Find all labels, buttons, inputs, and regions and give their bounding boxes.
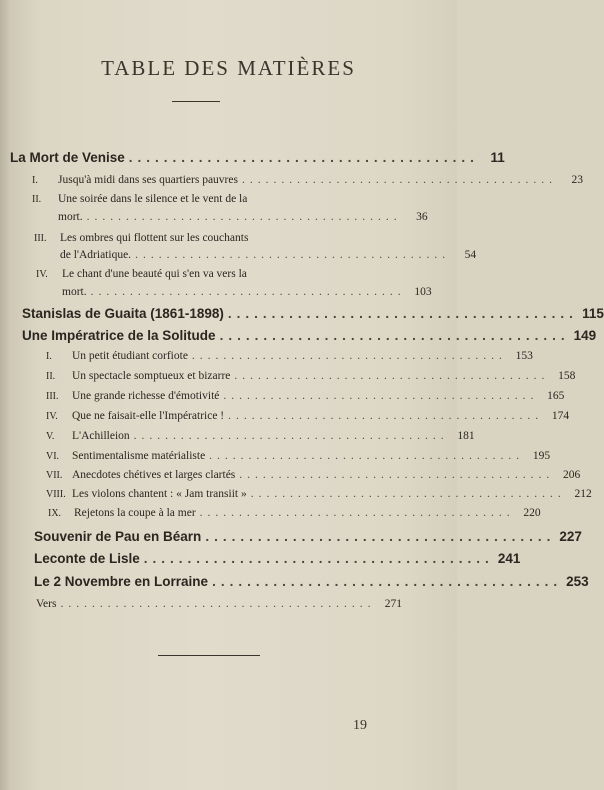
toc-entry <box>34 232 402 244</box>
toc-entry-page: 241 <box>497 551 521 566</box>
bottom-rule <box>158 655 260 656</box>
chapter-number: VII. <box>46 470 63 481</box>
chapter-number: III. <box>46 391 59 402</box>
leader-dots: ........................................ <box>90 286 406 298</box>
toc-entry <box>48 507 541 519</box>
chapter-number: V. <box>46 431 55 442</box>
toc-entry <box>46 410 570 422</box>
leader-dots: ........................................ <box>209 450 525 462</box>
toc-entry-page: 253 <box>566 574 589 589</box>
toc-entry <box>36 598 402 610</box>
toc-entry-title: Une soirée dans le silence et le vent de la <box>58 193 248 205</box>
toc-entry-page: 158 <box>558 370 576 382</box>
toc-entry-continuation <box>60 249 477 261</box>
chapter-number: IV. <box>36 269 48 280</box>
toc-entry <box>10 150 505 165</box>
leader-dots: ........................................ <box>234 370 550 382</box>
toc-entry-title-cont: mort. <box>62 286 87 298</box>
toc-entry-title: Une grande richesse d'émotivité <box>72 390 220 402</box>
leader-dots: ........................................ <box>212 574 563 589</box>
toc-entry-title: Jusqu'à midi dans ses quartiers pauvres <box>58 174 238 186</box>
chapter-number: VI. <box>46 451 60 462</box>
toc-entry-title: Vers <box>36 598 57 610</box>
toc-entry <box>22 306 604 321</box>
toc-entry-title: Anecdotes chétives et larges clartés <box>72 469 236 481</box>
toc-entry <box>46 390 565 402</box>
toc-entry-title-cont: mort. <box>58 211 83 223</box>
chapter-number: III. <box>34 233 47 244</box>
leader-dots: ........................................ <box>135 249 451 261</box>
chapter-number: VIII. <box>46 489 66 500</box>
toc-entry-page: 153 <box>515 350 533 362</box>
page-title: TABLE DES MATIÈRES <box>101 56 356 80</box>
toc-entry-title: Stanislas de Guaita (1861-1898) <box>22 306 224 321</box>
toc-entry <box>46 488 592 500</box>
toc-entry <box>46 370 576 382</box>
toc-entry-page: 165 <box>547 390 565 402</box>
title-rule <box>172 101 220 102</box>
toc-entry <box>46 430 475 442</box>
toc-entry-page: 36 <box>416 211 428 223</box>
toc-entry <box>36 268 402 280</box>
toc-entry-continuation <box>58 211 428 223</box>
chapter-number: I. <box>32 175 38 186</box>
chapter-number: I. <box>46 351 52 362</box>
chapter-number: IV. <box>46 411 58 422</box>
leader-dots: ........................................ <box>191 350 507 362</box>
leader-dots: ........................................ <box>205 529 556 544</box>
toc-entry-title: Un petit étudiant corfiote <box>72 350 188 362</box>
toc-entry-page: 206 <box>563 469 581 481</box>
toc-entry-title: Le chant d'une beauté qui s'en va vers la <box>62 268 247 280</box>
toc-entry-page: 181 <box>457 430 475 442</box>
toc-entry-title: Rejetons la coupe à la mer <box>74 507 196 519</box>
toc-entry-title: Souvenir de Pau en Béarn <box>34 529 202 544</box>
toc-entry <box>46 350 533 362</box>
toc-entry-title-cont: de l'Adriatique. <box>60 249 132 261</box>
leader-dots: ........................................ <box>227 306 578 321</box>
toc-entry <box>46 450 551 462</box>
leader-dots: ........................................ <box>223 390 539 402</box>
leader-dots: ........................................ <box>250 488 566 500</box>
toc-entry-continuation <box>62 286 432 298</box>
toc-entry <box>22 328 597 343</box>
toc-entry-title: Leconte de Lisle <box>34 551 140 566</box>
toc-entry-title: Les violons chantent : « Jam transiit » <box>72 488 247 500</box>
toc-entry <box>32 193 402 205</box>
toc-entry-title: Les ombres qui flottent sur les couchants <box>60 232 249 244</box>
toc-entry-page: 174 <box>551 410 570 422</box>
toc-entry-page: 11 <box>490 150 505 165</box>
page-number: 19 <box>353 718 367 733</box>
toc-entry-title: La Mort de Venise <box>10 150 125 165</box>
toc-entry-page: 195 <box>532 450 551 462</box>
chapter-number: IX. <box>48 508 62 519</box>
toc-entry-page: 220 <box>523 507 541 519</box>
toc-entry <box>46 469 581 481</box>
toc-entry-page: 271 <box>384 598 402 610</box>
toc-entry-page: 227 <box>559 529 582 544</box>
toc-entry-title: Que ne faisait-elle l'Impératrice ! <box>72 410 225 422</box>
toc-entry-title: Un spectacle somptueux et bizarre <box>72 370 231 382</box>
leader-dots: ........................................ <box>199 507 515 519</box>
leader-dots: ........................................ <box>239 469 555 481</box>
toc-entry-title: L'Achilleion <box>72 430 130 442</box>
toc-entry <box>34 551 521 566</box>
toc-entry-page: 115 <box>582 306 604 321</box>
toc-entry-page: 149 <box>573 328 597 343</box>
toc-entry-title: Le 2 Novembre en Lorraine <box>34 574 209 589</box>
toc-entry-page: 212 <box>574 488 592 500</box>
toc-entry-page: 54 <box>464 249 477 261</box>
leader-dots: ........................................ <box>241 174 557 186</box>
toc-entry-title: Sentimentalisme matérialiste <box>72 450 206 462</box>
chapter-number: II. <box>32 194 42 205</box>
toc-entry <box>34 574 589 589</box>
toc-entry-title: Une Impératrice de la Solitude <box>22 328 216 343</box>
leader-dots: ........................................ <box>143 551 494 566</box>
toc-entry-page: 23 <box>571 174 583 186</box>
leader-dots: ........................................ <box>86 211 402 223</box>
leader-dots: ........................................ <box>219 328 570 343</box>
toc-entry <box>34 529 582 544</box>
leader-dots: ........................................ <box>133 430 449 442</box>
leader-dots: ........................................ <box>60 598 376 610</box>
chapter-number: II. <box>46 371 56 382</box>
toc-entry-page: 103 <box>414 286 432 298</box>
leader-dots: ........................................ <box>128 150 479 165</box>
leader-dots: ........................................ <box>228 410 544 422</box>
toc-entry <box>32 174 583 186</box>
